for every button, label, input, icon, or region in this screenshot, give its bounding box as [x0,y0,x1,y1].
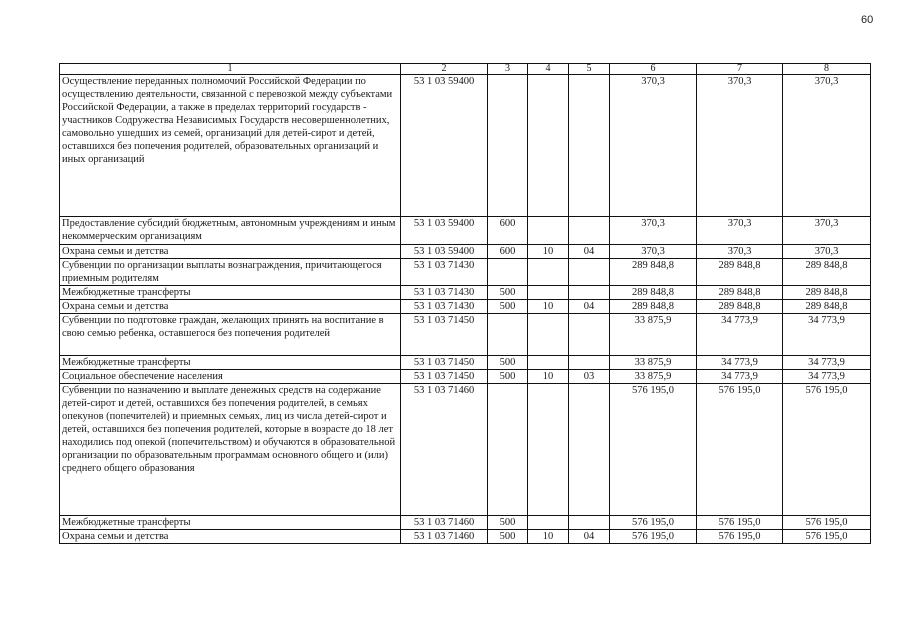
amount-col7-cell: 34 773,9 [697,356,783,370]
section-cell [528,384,569,516]
section-cell: 10 [528,245,569,259]
amount-col8-cell: 370,3 [783,245,871,259]
column-header: 3 [488,64,528,75]
amount-col7-cell: 576 195,0 [697,516,783,530]
subsection-cell [569,516,610,530]
amount-col8-cell: 34 773,9 [783,370,871,384]
column-header: 1 [60,64,401,75]
table-row [60,530,871,544]
section-cell [528,259,569,286]
amount-col8-cell: 370,3 [783,217,871,245]
section-cell: 10 [528,530,569,544]
amount-col7-cell: 34 773,9 [697,314,783,356]
amount-col6-cell: 576 195,0 [610,384,697,516]
budget-table [59,63,871,544]
expense-type-cell [488,384,528,516]
subsection-cell [569,75,610,217]
table-body [60,64,871,544]
row-name-cell: Субвенции по организации выплаты вознаграждения, причитающегося приемным родителям [60,259,401,286]
amount-col6-cell: 576 195,0 [610,530,697,544]
table-row [60,356,871,370]
expense-type-cell: 500 [488,356,528,370]
target-code-cell: 53 1 03 71430 [401,259,488,286]
amount-col6-cell: 370,3 [610,217,697,245]
expense-type-cell: 500 [488,530,528,544]
expense-type-cell: 600 [488,217,528,245]
amount-col7-cell: 576 195,0 [697,530,783,544]
section-cell [528,356,569,370]
column-header: 6 [610,64,697,75]
amount-col8-cell: 289 848,8 [783,300,871,314]
amount-col6-cell: 370,3 [610,75,697,217]
amount-col7-cell: 370,3 [697,75,783,217]
row-name-cell: Охрана семьи и детства [60,245,401,259]
amount-col7-cell: 370,3 [697,245,783,259]
subsection-cell [569,314,610,356]
table-row [60,384,871,516]
table-row [60,217,871,245]
amount-col6-cell: 289 848,8 [610,286,697,300]
target-code-cell: 53 1 03 71450 [401,314,488,356]
row-name-cell: Субвенции по назначению и выплате денежных средств на содержание детей-сирот и детей, оставшихся без попечения родителей, в семьях опекунов (попечителей) и приемных семьях, лиц из числа детей-сирот и детей, оставшихся без попечения родителей, которые в возрасте до 18 лет находились под опекой (попечительством) и обучаются в образовательной организации по образовательным программам основного общего и (или) среднего общего образования [60,384,401,516]
row-name-cell: Предоставление субсидий бюджетным, автономным учреждениям и иным некоммерческим организациям [60,217,401,245]
subsection-cell [569,286,610,300]
amount-col7-cell: 576 195,0 [697,384,783,516]
target-code-cell: 53 1 03 71450 [401,370,488,384]
expense-type-cell: 500 [488,286,528,300]
amount-col6-cell: 370,3 [610,245,697,259]
subsection-cell: 03 [569,370,610,384]
row-name-cell: Межбюджетные трансферты [60,356,401,370]
amount-col7-cell: 34 773,9 [697,370,783,384]
target-code-cell: 53 1 03 71460 [401,530,488,544]
section-cell [528,286,569,300]
target-code-cell: 53 1 03 59400 [401,217,488,245]
target-code-cell: 53 1 03 71430 [401,286,488,300]
column-header: 8 [783,64,871,75]
section-cell [528,516,569,530]
amount-col6-cell: 289 848,8 [610,300,697,314]
row-name-cell: Охрана семьи и детства [60,300,401,314]
amount-col8-cell: 34 773,9 [783,314,871,356]
row-name-cell: Осуществление переданных полномочий Российской Федерации по осуществлению деятельности, связанной с перевозкой между субъектами Российской Федерации, а также в пределах территорий государств - участников Содружества Независимых Государств несовершеннолетних, самовольно ушедших из семей, организаций для детей-сирот и детей, оставшихся без попечения родителей, образовательных организаций и иных организаций [60,75,401,217]
row-name-cell: Субвенции по подготовке граждан, желающих принять на воспитание в свою семью ребенка, оставшегося без попечения родителей [60,314,401,356]
expense-type-cell: 500 [488,300,528,314]
header-row [60,64,871,75]
subsection-cell: 04 [569,530,610,544]
section-cell [528,314,569,356]
table-row [60,300,871,314]
section-cell [528,75,569,217]
amount-col6-cell: 289 848,8 [610,259,697,286]
table-row [60,286,871,300]
row-name-cell: Межбюджетные трансферты [60,286,401,300]
amount-col6-cell: 33 875,9 [610,314,697,356]
expense-type-cell [488,75,528,217]
amount-col8-cell: 289 848,8 [783,259,871,286]
subsection-cell [569,384,610,516]
column-header: 5 [569,64,610,75]
section-cell: 10 [528,300,569,314]
column-header: 7 [697,64,783,75]
expense-type-cell [488,314,528,356]
amount-col6-cell: 33 875,9 [610,370,697,384]
table-row [60,259,871,286]
row-name-cell: Охрана семьи и детства [60,530,401,544]
amount-col6-cell: 576 195,0 [610,516,697,530]
amount-col6-cell: 33 875,9 [610,356,697,370]
amount-col8-cell: 289 848,8 [783,286,871,300]
section-cell: 10 [528,370,569,384]
table-row [60,516,871,530]
amount-col8-cell: 34 773,9 [783,356,871,370]
table-row [60,245,871,259]
expense-type-cell: 500 [488,516,528,530]
target-code-cell: 53 1 03 59400 [401,245,488,259]
column-header: 2 [401,64,488,75]
target-code-cell: 53 1 03 71460 [401,516,488,530]
expense-type-cell: 600 [488,245,528,259]
page-number: 60 [861,14,874,26]
column-header: 4 [528,64,569,75]
target-code-cell: 53 1 03 71450 [401,356,488,370]
subsection-cell [569,356,610,370]
amount-col7-cell: 289 848,8 [697,259,783,286]
table-row [60,370,871,384]
row-name-cell: Социальное обеспечение населения [60,370,401,384]
amount-col8-cell: 370,3 [783,75,871,217]
row-name-cell: Межбюджетные трансферты [60,516,401,530]
target-code-cell: 53 1 03 71430 [401,300,488,314]
subsection-cell [569,259,610,286]
table-row [60,75,871,217]
subsection-cell: 04 [569,245,610,259]
subsection-cell: 04 [569,300,610,314]
target-code-cell: 53 1 03 71460 [401,384,488,516]
expense-type-cell: 500 [488,370,528,384]
amount-col7-cell: 289 848,8 [697,300,783,314]
amount-col8-cell: 576 195,0 [783,516,871,530]
amount-col7-cell: 370,3 [697,217,783,245]
table-row [60,314,871,356]
subsection-cell [569,217,610,245]
amount-col8-cell: 576 195,0 [783,530,871,544]
expense-type-cell [488,259,528,286]
amount-col7-cell: 289 848,8 [697,286,783,300]
section-cell [528,217,569,245]
target-code-cell: 53 1 03 59400 [401,75,488,217]
amount-col8-cell: 576 195,0 [783,384,871,516]
